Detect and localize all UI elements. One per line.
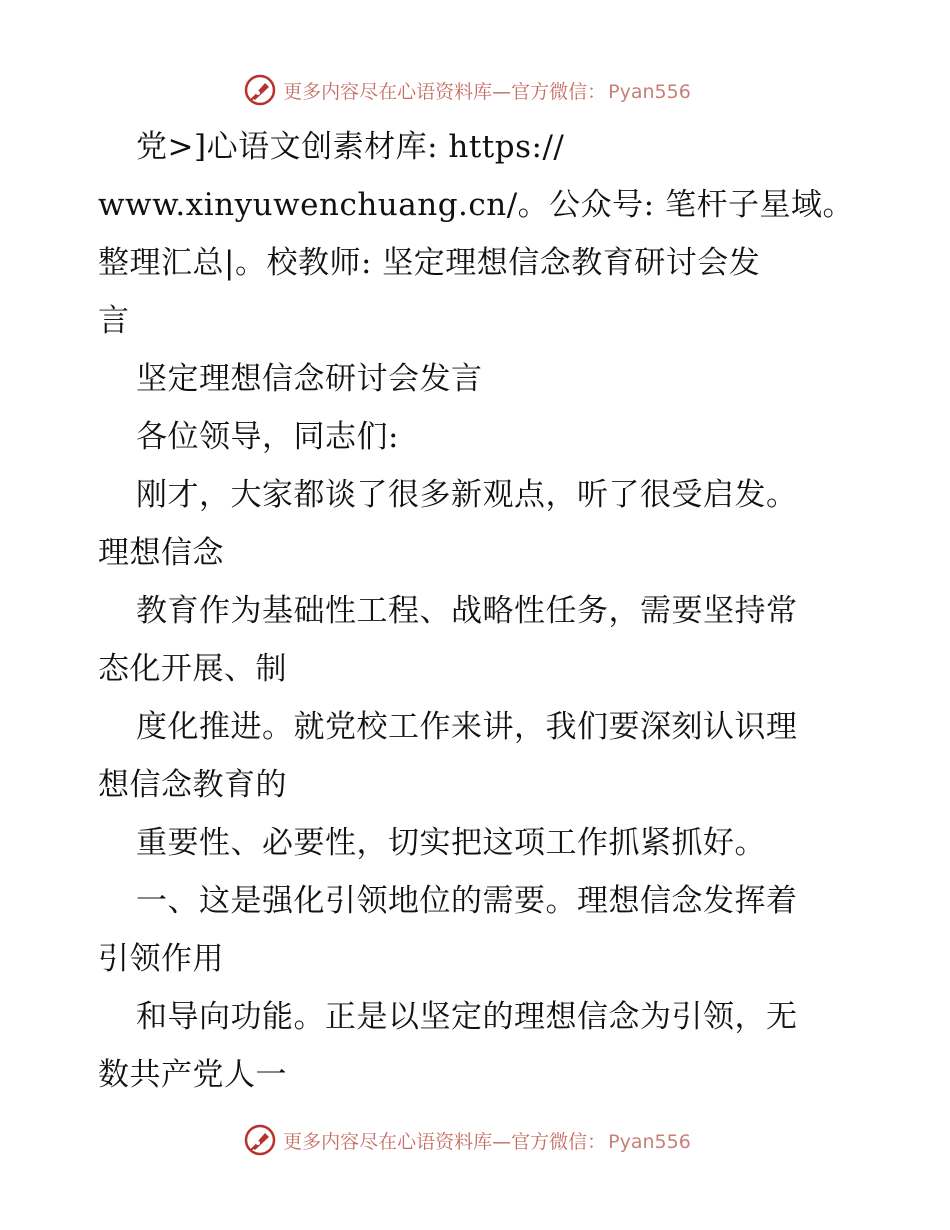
document-body <box>98 118 858 1104</box>
text-line: 整理汇总|。校教师: 坚定理想信念教育研讨会发 <box>98 245 761 281</box>
watermark-wechat-id: Pyan556 <box>608 1130 691 1153</box>
text-line: 态化开展、制 <box>98 651 287 687</box>
pen-nib-circle-icon <box>243 73 277 107</box>
watermark-text: 更多内容尽在心语资料库—官方微信： <box>283 80 607 103</box>
text-line: 党>]心语文创素材库: https:// <box>136 129 565 165</box>
text-line: www.xinyuwenchuang.cn/。公众号: 笔杆子星域。 <box>98 187 854 223</box>
text-line: 言 <box>98 303 130 339</box>
text-line: 坚定理想信念研讨会发言 <box>136 361 483 397</box>
watermark-wechat-id: Pyan556 <box>608 80 691 103</box>
watermark-text: 更多内容尽在心语资料库—官方微信： <box>283 1130 607 1153</box>
text-line: 各位领导，同志们: <box>136 419 399 455</box>
text-line: 教育作为基础性工程、战略性任务，需要坚持常 <box>136 593 798 629</box>
text-line: 引领作用 <box>98 941 224 977</box>
pen-nib-circle-icon <box>243 1123 277 1157</box>
text-line: 重要性、必要性，切实把这项工作抓紧抓好。 <box>136 825 766 861</box>
text-line: 和导向功能。正是以坚定的理想信念为引领，无 <box>136 999 798 1035</box>
text-line: 理想信念 <box>98 535 224 571</box>
text-line: 度化推进。就党校工作来讲，我们要深刻认识理 <box>136 709 798 745</box>
text-line: 一、这是强化引领地位的需要。理想信念发挥着 <box>136 883 798 919</box>
text-line: 数共产党人一 <box>98 1057 287 1093</box>
watermark-footer <box>0 1120 950 1160</box>
watermark-header <box>0 70 950 110</box>
text-line: 想信念教育的 <box>98 767 287 803</box>
text-line: 刚才，大家都谈了很多新观点，听了很受启发。 <box>136 477 798 513</box>
